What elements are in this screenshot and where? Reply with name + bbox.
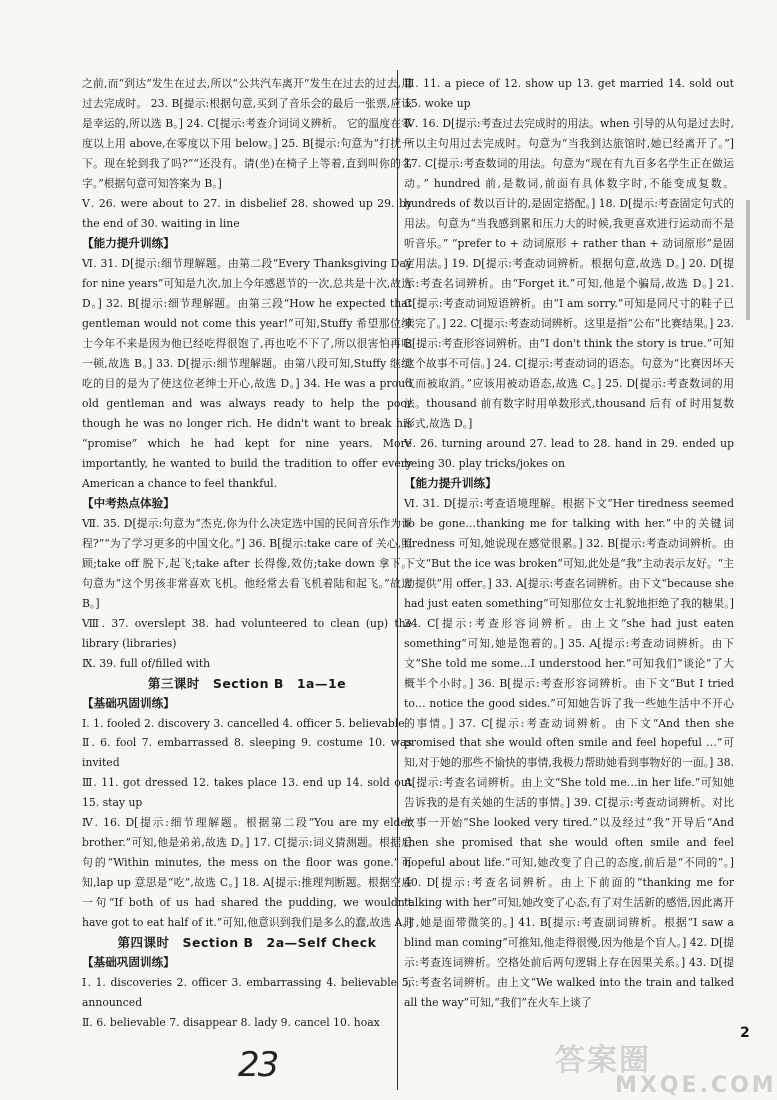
section-heading: 【能力提升训练】 bbox=[404, 475, 497, 490]
page-number: 2 bbox=[740, 1025, 750, 1041]
right-column bbox=[404, 74, 734, 1013]
answer-paragraph: Ⅶ. 35. D[提示:句意为“杰克,你为什么决定选中国的民间音乐作为课程?”“为了学习更多的中国文化。”] 36. B[提示:take care of 关心,照顾;take off 脱下,起飞;take after 长得像,效仿;take down 拿下。句意为“这个男孩非常喜欢飞机。他经常去看飞机着陆和起飞。”故选 B。] bbox=[82, 516, 412, 610]
answer-paragraph: Ⅸ. 39. full of/filled with bbox=[82, 656, 211, 670]
handwritten-page-number: 23 bbox=[238, 1045, 278, 1085]
answer-paragraph: 之前,而“到达”发生在过去,所以“公共汽车离开”发生在过去的过去,用过去完成时。 23. B[提示:根据句意,买到了音乐会的最后一张票,应该是幸运的,所以选 B。] 24. C[提示:考查介词词义辨析。 它的温度在零度以上用 above,在零度以下用 below。] 25. B[提示:句意为“打扰一下。现在轮到我了吗?”“还没有。请(坐)在椅子上等着,直到叫你的名字。”根据句意可知答案为 B。] bbox=[82, 77, 412, 190]
section-heading: 【基础巩固训练】 bbox=[82, 695, 175, 710]
answer-paragraph: Ⅴ. 26. were about to 27. in disbelief 28. showed up 29. by the end of 30. waiting in line bbox=[82, 196, 412, 230]
lesson-title: 第三课时 Section B 1a—1e bbox=[147, 675, 347, 691]
watermark-logo-text: 答案圈 bbox=[555, 1043, 651, 1078]
answer-paragraph: Ⅵ. 31. D[提示:考查语境理解。根据下文“Her tiredness seemed to be gone…thanking me for talking with her.”中的关键词 tiredness 可知,她说现在感觉很累。] 32. B[提示:考查动词辨析。由下文“But the ice was broken”可知,此处是“我”主动表示友好。“主动提供”用 offer。] 33. A[提示:考查名词辨析。由下文“because she had just eaten something”可知那位女士礼貌地拒绝了我的糖果。] 34. C[提示:考查形容词辨析。由上文“she had just eaten something”可知,她是饱着的。] 35. A[提示:考查动词辨析。由下文“She told me some…I understood her.”可知我们“谈论”了大概半个小时。] 36. B[提示:考查形容词辨析。由下文“But I tried to… notice the good sides.”可知她告诉了我一些她生活中不开心的事情。] 37. C[提示:考查动词辨析。由下文“And then she promised that she would often smile and feel hopeful …”可知,对于她的那些不愉快的事情,我极力帮助她看到事物好的一面。] 38. A[提示:考查名词辨析。由上文“She told me…in her life.”可知她告诉我的是有关她的生活的事情。] 39. C[提示:考查动词辨析。对比故事一开始“She looked very tired.”以及经过“我”开导后“And then she promised that she would often smile and feel hopeful about life.”可知,她改变了自己的态度,前后是“不同的”。] 40. D[提示:考查名词辨析。由上下前面的“thanking me for talking with her”可知,她改变了心态,有了对生活新的感悟,因此离开时,她是面带微笑的。] 41. B[提示:考查副词辨析。根据“I saw a blind man coming”可推知,他走得很慢,因为他是个盲人。] 42. D[提示:考查连词辨析。空格处前后两句逻辑上存在因果关系。] 43. D[提示:考查名词辨析。由上文“We walked into the train and talked all the way”可知,“我们”在火车上谈了 bbox=[404, 496, 734, 1010]
section-heading: 【中考热点体验】 bbox=[82, 495, 175, 510]
answer-paragraph: Ⅲ. 11. a piece of 12. show up 13. get married 14. sold out 15. woke up bbox=[404, 77, 734, 110]
answer-paragraph: Ⅰ. 1. discoveries 2. officer 3. embarrassing 4. believable 5. announced bbox=[82, 976, 412, 1010]
left-column bbox=[82, 74, 412, 1033]
watermark bbox=[555, 1035, 777, 1098]
watermark-url: MXQE.COM bbox=[615, 1073, 777, 1098]
lesson-title: 第四课时 Section B 2a—Self Check bbox=[117, 935, 377, 951]
answer-paragraph: Ⅲ. 11. got dressed 12. takes place 13. end up 14. sold out 15. stay up bbox=[82, 776, 412, 810]
answer-paragraph: Ⅰ. 1. fooled 2. discovery 3. cancelled 4. officer 5. believable bbox=[82, 716, 405, 730]
section-heading: 【能力提升训练】 bbox=[82, 235, 175, 250]
answer-paragraph: Ⅳ. 16. D[提示:考查过去完成时的用法。when 引导的从句是过去时,所以主句用过去完成时。句意为“当我到达旅馆时,她已经离开了。”] 17. C[提示:考查数词的用法。句意为“现在有九百多名学生正在做运动。” hundred 前,是数词,前面有具体数字时,不能变成复数。hundreds of 数以百计的,是固定搭配。] 18. D[提示:考查固定句式的用法。句意为“当我感到累和压力大的时候,我更喜欢进行运动而不是听音乐。” “prefer to + 动词原形 + rather than + 动词原形”是固定用法。] 19. D[提示:考查动词辨析。根据句意,故选 D。] 20. D[提示:考查名词辨析。由“Forget it.”可知,他是个骗局,故选 D。] 21. C[提示:考查动词短语辨析。由“I am sorry.”可知是同尺寸的鞋子已卖完了。] 22. C[提示:考查动词辨析。这里是指“公布”比赛结果。] 23. B[提示:考查形容词辨析。由“I don't think the story is true.”可知这个故事不可信。] 24. C[提示:考查动词的语态。句意为“比赛因坏天气而被取消。”应该用被动语态,故选 C。] 25. D[提示:考查数词的用法。thousand 前有数字时用单数形式,thousand 后有 of 时用复数形式,故选 D。] bbox=[404, 116, 734, 430]
answer-paragraph: Ⅷ. 37. overslept 38. had volunteered to clean (up) the library (libraries) bbox=[82, 616, 412, 650]
answer-paragraph: Ⅴ. 26. turning around 27. lead to 28. hand in 29. ended up being 30. play tricks/jokes on bbox=[404, 436, 734, 470]
answer-paragraph: Ⅱ. 6. believable 7. disappear 8. lady 9. cancel 10. hoax bbox=[82, 1016, 380, 1030]
section-heading: 【基础巩固训练】 bbox=[82, 955, 175, 970]
page-edge-shadow bbox=[746, 200, 750, 320]
answer-paragraph: Ⅵ. 31. D[提示:细节理解题。由第二段“Every Thanksgiving Day for nine years”可知是九次,加上今年感恩节的一次,总共是十次,故选 D。] 32. B[提示:细节理解题。由第三段“How he expected that gentleman would not come this year!”可知,Stuffy 希望那位绅士今年不来是因为他已经吃得很饱了,再也吃不下了,所以很害怕再吃一顿,故选 B。] 33. D[提示:细节理解题。由第八段可知,Stuffy 继续吃的目的是为了使这位老绅士开心,故选 D。] 34. He was a proud old gentleman and was always ready to help the poor though he was no longer rich. He didn't want to break his “promise” which he had kept for nine years. More importantly, he wanted to build the tradition to offer every American a chance to feel thankful. bbox=[82, 256, 412, 490]
answer-paragraph: Ⅳ. 16. D[提示:细节理解题。根据第二段“You are my elder brother.”可知,他是弟弟,故选 D。] 17. C[提示:词义猜测题。根据后句的“Within minutes, the mess on the floor was gone.”可知,lap up 意思是“吃”,故选 C。] 18. A[提示:推理判断题。根据空后一句“If both of us had shared the pudding, we wouldn't have got to eat half of it.”可知,他意识到我们是多么的蠢,故选 A。] bbox=[82, 816, 412, 930]
answer-paragraph: Ⅱ. 6. fool 7. embarrassed 8. sleeping 9. costume 10. was invited bbox=[82, 736, 412, 770]
